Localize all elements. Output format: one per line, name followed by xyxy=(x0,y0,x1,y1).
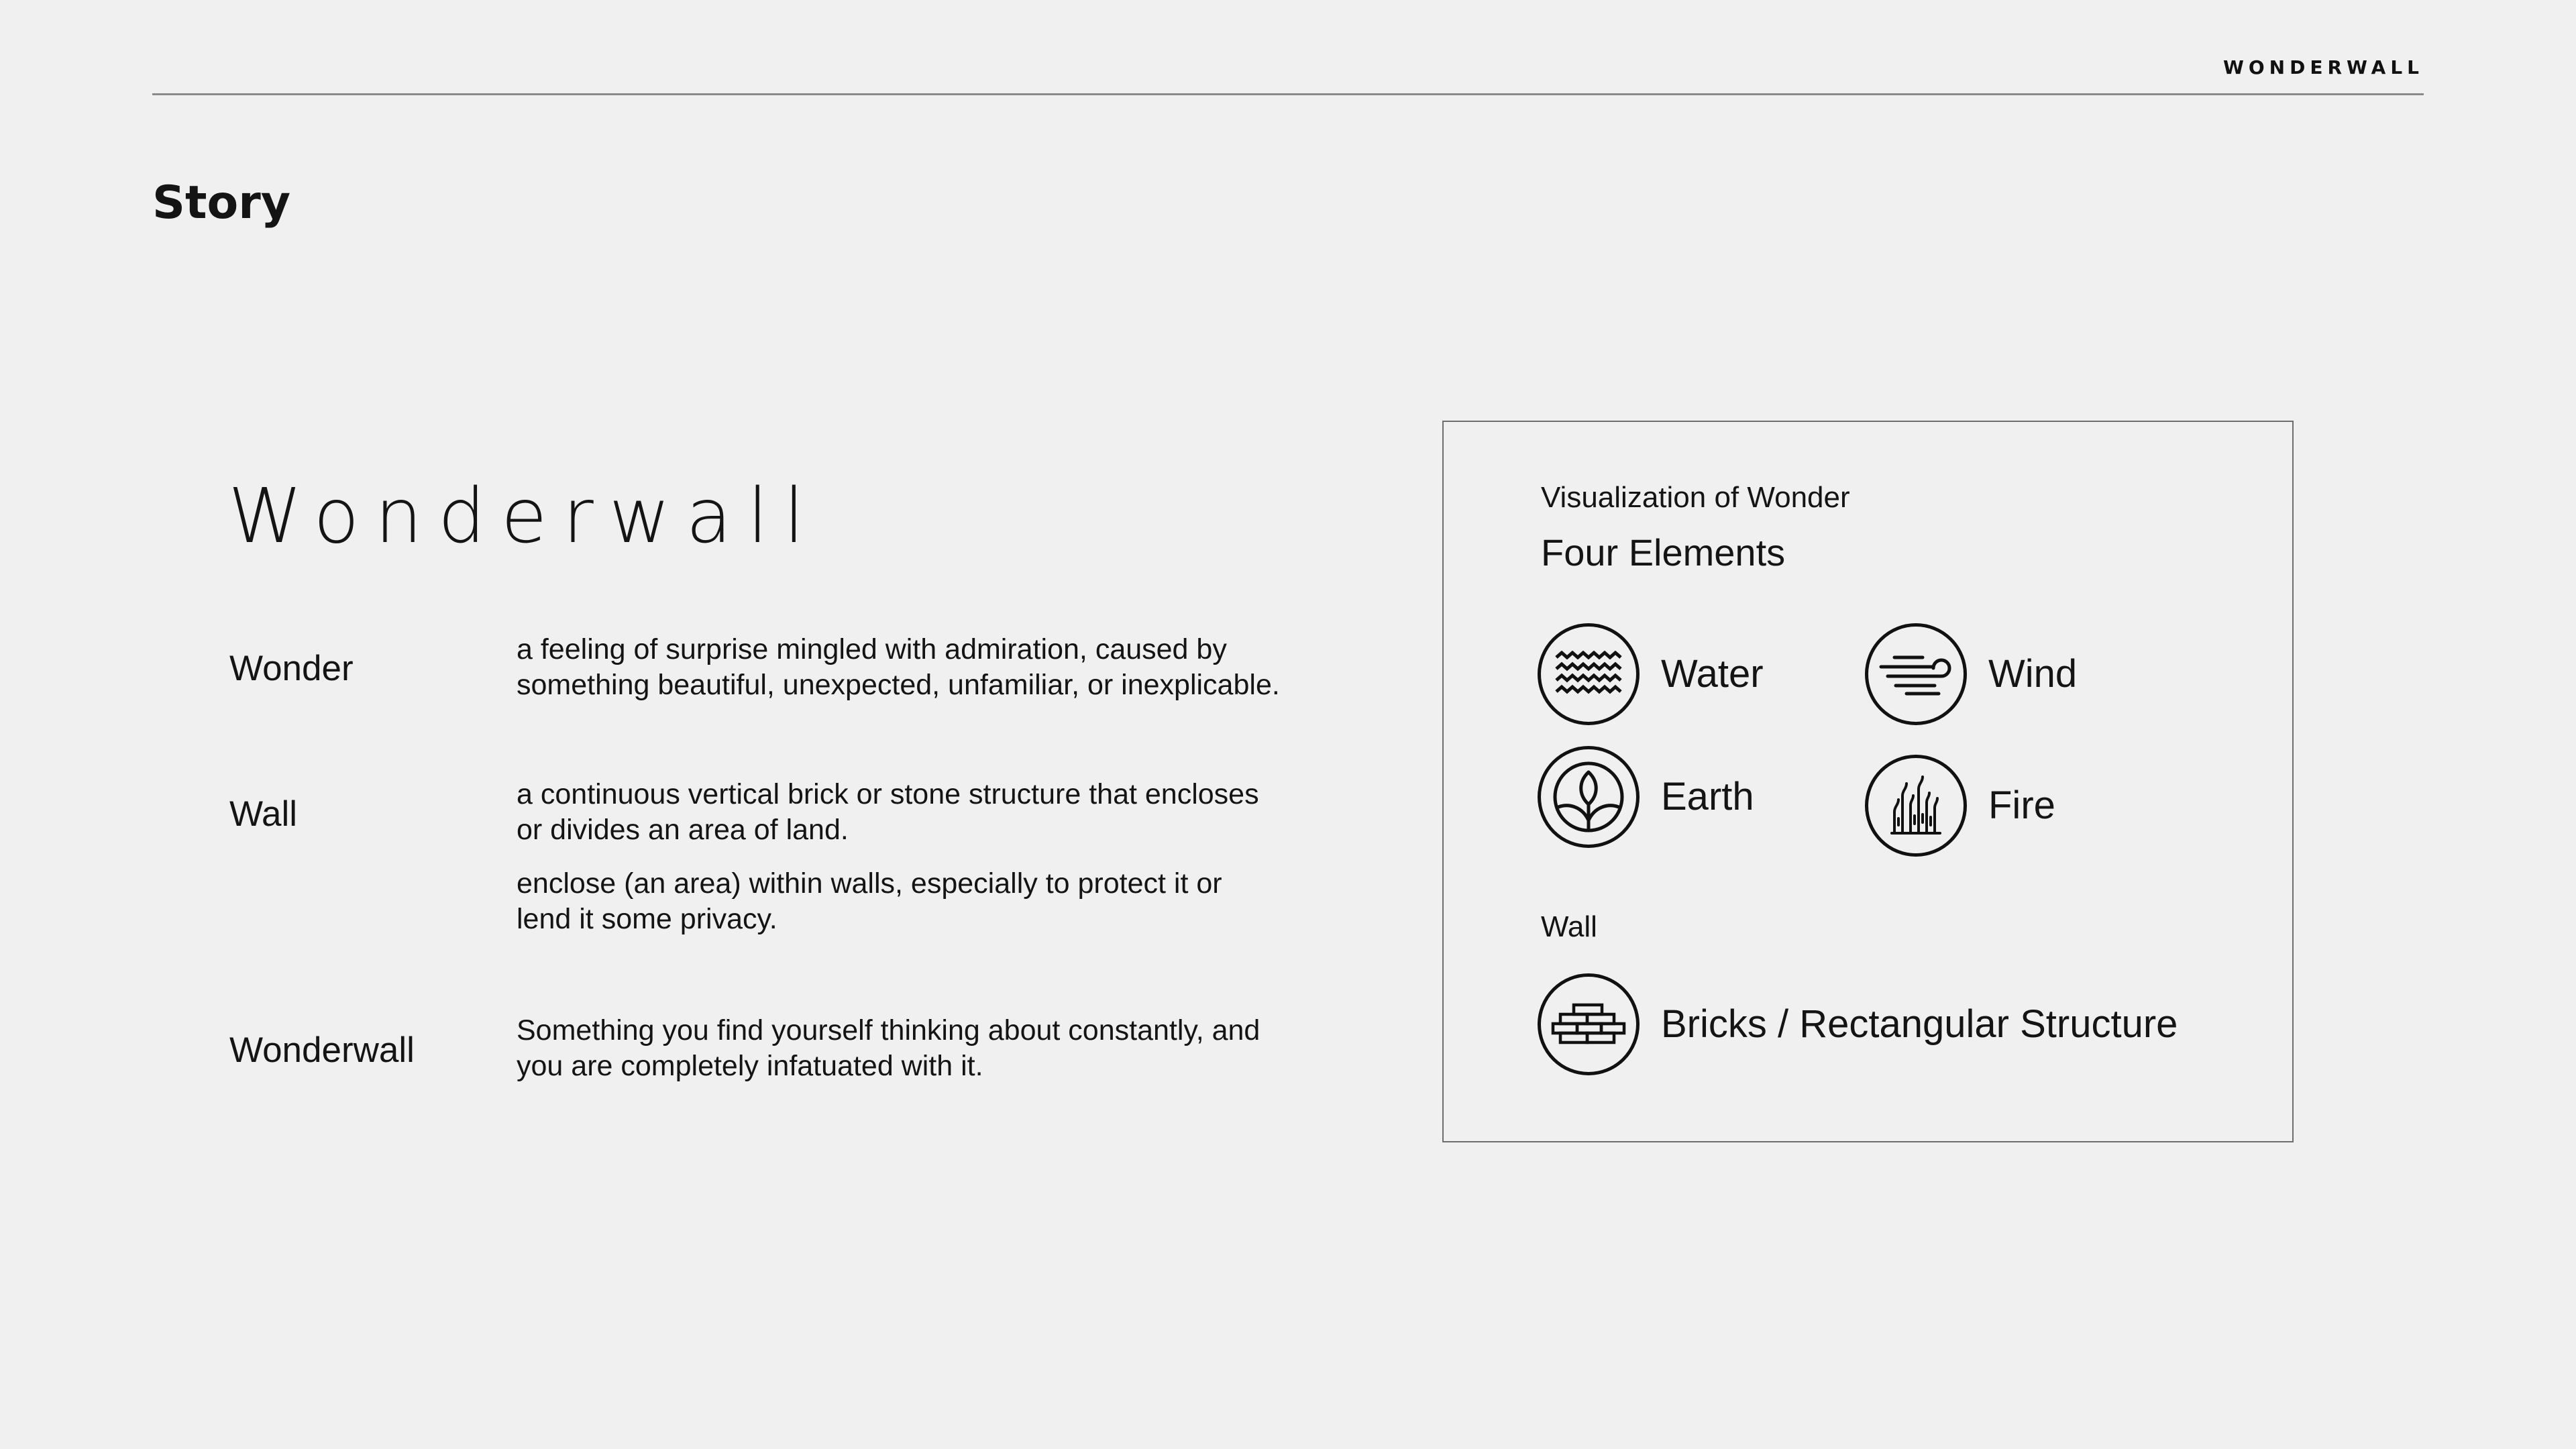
element-wind xyxy=(1865,621,2077,728)
definition-text: a feeling of surprise mingled with admiration, caused by something beautiful, unexpected, unfamiliar, or inexplicable. xyxy=(517,633,1280,701)
element-label: Bricks / Rectangular Structure xyxy=(1661,1002,2178,1046)
term-wall: Wall xyxy=(229,794,298,834)
element-label: Earth xyxy=(1661,775,1754,818)
wall-label: Wall xyxy=(1541,910,1597,943)
brand-wordmark: WONDERWALL xyxy=(2222,56,2424,78)
definition-text: enclose (an area) within walls, especially to protect it or lend it some privacy. xyxy=(517,867,1222,935)
term-wonder: Wonder xyxy=(229,649,354,688)
page-title: Story xyxy=(152,176,291,229)
element-label: Water xyxy=(1661,652,1764,696)
definition-text: Something you find yourself thinking about constantly, and you are completely infatuated with it. xyxy=(517,1014,1260,1082)
top-divider xyxy=(152,93,2424,95)
fire-flames-icon xyxy=(1865,755,1967,857)
definition-wall xyxy=(517,777,1281,937)
element-earth xyxy=(1538,743,1754,851)
definition-wonder xyxy=(517,632,1355,703)
elements-panel xyxy=(1442,421,2294,1142)
element-fire xyxy=(1865,752,2055,859)
definition-text: a continuous vertical brick or stone structure that encloses or divides an area of land. xyxy=(517,778,1259,846)
panel-label: Visualization of Wonder xyxy=(1541,481,1850,514)
wind-icon xyxy=(1865,623,1967,725)
panel-title: Four Elements xyxy=(1541,531,1786,574)
element-bricks xyxy=(1538,971,2178,1078)
element-label: Fire xyxy=(1988,784,2055,827)
element-label: Wind xyxy=(1988,652,2078,696)
term-wonderwall: Wonderwall xyxy=(229,1030,415,1070)
element-water xyxy=(1538,621,1764,728)
definition-wonderwall xyxy=(517,1013,1281,1084)
water-waves-icon xyxy=(1538,623,1640,725)
hero-title: Wonderwall xyxy=(228,473,820,560)
sprout-leaf-icon xyxy=(1538,746,1640,848)
bricks-icon xyxy=(1538,973,1640,1075)
